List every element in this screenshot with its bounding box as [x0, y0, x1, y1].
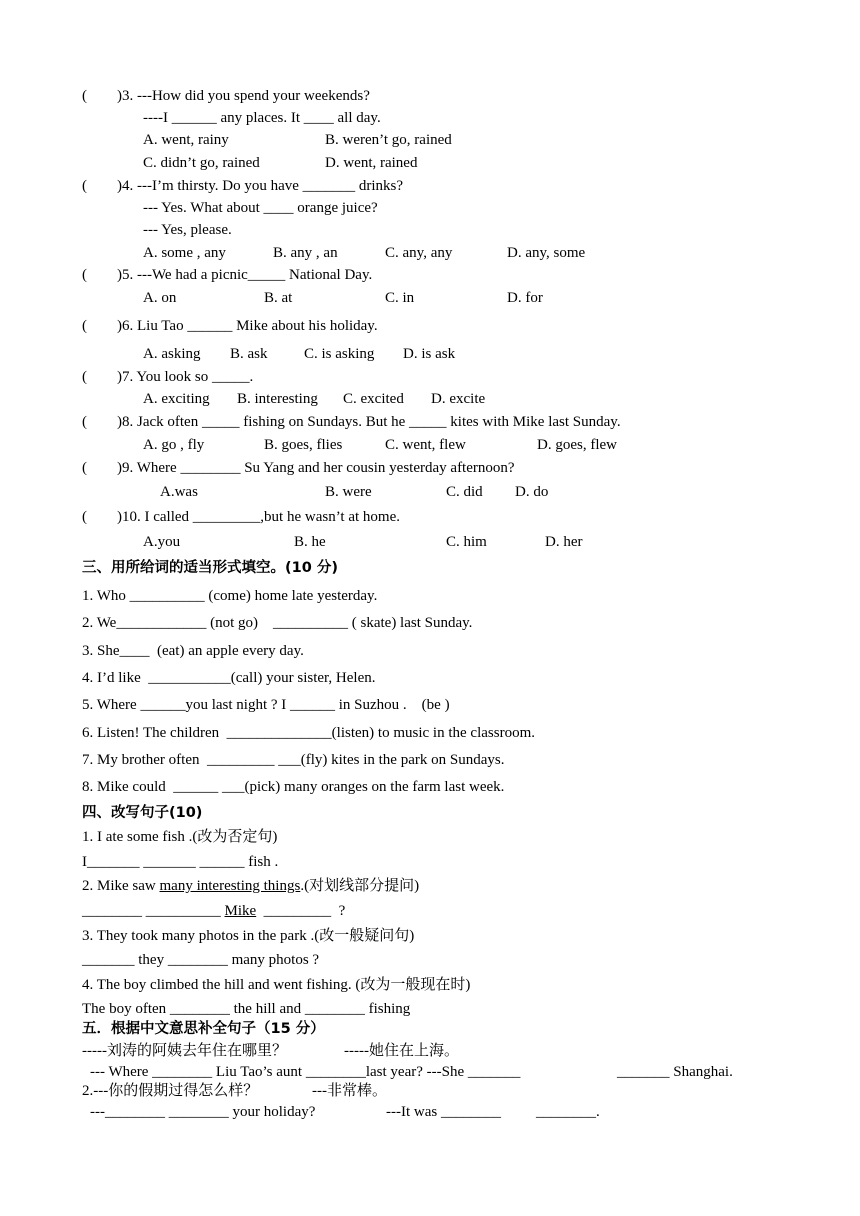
fill-item-3: 3. She____ (eat) an apple every day. — [82, 643, 304, 659]
rewrite-2-end: _________ ? — [256, 903, 346, 919]
q6-option-c: C. is asking — [304, 346, 375, 362]
q10-option-d: D. her — [545, 534, 583, 550]
fill-item-7: 7. My brother often _________ ___(fly) kites in the park on Sundays. — [82, 752, 505, 768]
rewrite-2-prompt-start: 2. Mike saw — [82, 878, 160, 894]
rewrite-2-blanks: ________ __________ — [82, 903, 225, 919]
fill-item-4: 4. I’d like ___________(call) your sister, Helen. — [82, 670, 376, 686]
q9-option-d: D. do — [515, 484, 549, 500]
translate-1-chinese-a: -----她住在上海。 — [344, 1043, 459, 1059]
q10-stem: ( )10. I called _________,but he wasn’t at home. — [82, 509, 400, 525]
q4-option-b: B. any , an — [273, 245, 338, 261]
q8-option-a: A. go , fly — [143, 437, 205, 453]
q4-line2: --- Yes. What about ____ orange juice? — [143, 200, 378, 216]
rewrite-3-prompt: 3. They took many photos in the park .(改一般疑问句) — [82, 928, 415, 944]
translate-1-english-end: _______ Shanghai. — [617, 1064, 733, 1080]
translate-1-chinese-q: -----刘涛的阿姨去年住在哪里？ — [82, 1043, 287, 1059]
q5-option-d: D. for — [507, 290, 543, 306]
q5-option-a: A. on — [143, 290, 177, 306]
rewrite-2-subject: Mike — [224, 903, 257, 919]
q6-option-d: D. is ask — [403, 346, 456, 362]
q10-option-b: B. he — [294, 534, 326, 550]
q8-stem: ( )8. Jack often _____ fishing on Sundays. But he _____ kites with Mike last Sunday. — [82, 414, 621, 430]
q3-line2: ----I ______ any places. It ____ all day. — [143, 110, 381, 126]
section-5-heading: 五．根据中文意思补全句子（15 分） — [82, 1021, 325, 1037]
q7-option-a: A. exciting — [143, 391, 210, 407]
rewrite-3-answer: _______ they ________ many photos ? — [82, 952, 320, 968]
fill-item-6: 6. Listen! The children ______________(listen) to music in the classroom. — [82, 725, 535, 741]
q3-option-c: C. didn’t go, rained — [143, 155, 260, 171]
q5-option-c: C. in — [385, 290, 415, 306]
q9-option-b: B. were — [325, 484, 372, 500]
q3-option-d: D. went, rained — [325, 155, 418, 171]
q6-option-a: A. asking — [143, 346, 201, 362]
q6-stem: ( )6. Liu Tao ______ Mike about his holiday. — [82, 318, 378, 334]
rewrite-1-answer: I_______ _______ ______ fish . — [82, 854, 279, 870]
underlined-phrase: many interesting things — [159, 878, 301, 894]
q3-option-b: B. weren’t go, rained — [325, 132, 452, 148]
q9-option-c: C. did — [446, 484, 483, 500]
q3-option-a: A. went, rainy — [143, 132, 229, 148]
q9-stem: ( )9. Where ________ Su Yang and her cousin yesterday afternoon? — [82, 460, 515, 476]
translate-2-english-end: ________. — [536, 1104, 600, 1120]
q7-option-d: D. excite — [431, 391, 486, 407]
rewrite-2-instruction: .(对划线部分提问) — [300, 878, 420, 894]
q10-option-a: A.you — [143, 534, 181, 550]
q7-stem: ( )7. You look so _____. — [82, 369, 254, 385]
translate-2-english-q: ---________ ________ your holiday? — [90, 1104, 316, 1120]
translate-1-english: --- Where ________ Liu Tao’s aunt ________last year? ---She _______ — [90, 1064, 521, 1080]
rewrite-2-prompt — [82, 877, 419, 895]
q5-option-b: B. at — [264, 290, 293, 306]
q4-stem: ( )4. ---I’m thirsty. Do you have _______ drinks? — [82, 178, 404, 194]
translate-2-chinese-a: ---非常棒。 — [312, 1083, 387, 1099]
rewrite-4-answer: The boy often ________ the hill and ________ fishing — [82, 1001, 411, 1017]
q4-option-d: D. any, some — [507, 245, 586, 261]
q7-option-c: C. excited — [343, 391, 404, 407]
fill-item-2: 2. We____________ (not go) __________ ( skate) last Sunday. — [82, 615, 473, 631]
q8-option-b: B. goes, flies — [264, 437, 343, 453]
translate-2-chinese-q: 2.---你的假期过得怎么样？ — [82, 1083, 259, 1099]
translate-2-english-a: ---It was ________ — [386, 1104, 501, 1120]
q3-stem: ( )3. ---How did you spend your weekends? — [82, 88, 370, 104]
q8-option-d: D. goes, flew — [537, 437, 617, 453]
section-3-heading: 三、用所给词的适当形式填空。(10 分) — [82, 560, 338, 576]
q9-option-a: A.was — [160, 484, 198, 500]
q7-option-b: B. interesting — [237, 391, 318, 407]
section-4-heading: 四、改写句子(10) — [82, 805, 203, 821]
q8-option-c: C. went, flew — [385, 437, 466, 453]
q4-option-c: C. any, any — [385, 245, 453, 261]
q6-option-b: B. ask — [230, 346, 268, 362]
fill-item-5: 5. Where ______you last night ? I ______ in Suzhou . (be ) — [82, 697, 450, 713]
q4-option-a: A. some , any — [143, 245, 226, 261]
q10-option-c: C. him — [446, 534, 487, 550]
q5-stem: ( )5. ---We had a picnic_____ National Day. — [82, 267, 373, 283]
rewrite-2-answer — [82, 902, 345, 920]
q4-line3: --- Yes, please. — [143, 222, 232, 238]
rewrite-1-prompt: 1. I ate some fish .(改为否定句) — [82, 829, 278, 845]
fill-item-1: 1. Who __________ (come) home late yesterday. — [82, 588, 378, 604]
fill-item-8: 8. Mike could ______ ___(pick) many oranges on the farm last week. — [82, 779, 505, 795]
rewrite-4-prompt: 4. The boy climbed the hill and went fishing. (改为一般现在时) — [82, 977, 471, 993]
